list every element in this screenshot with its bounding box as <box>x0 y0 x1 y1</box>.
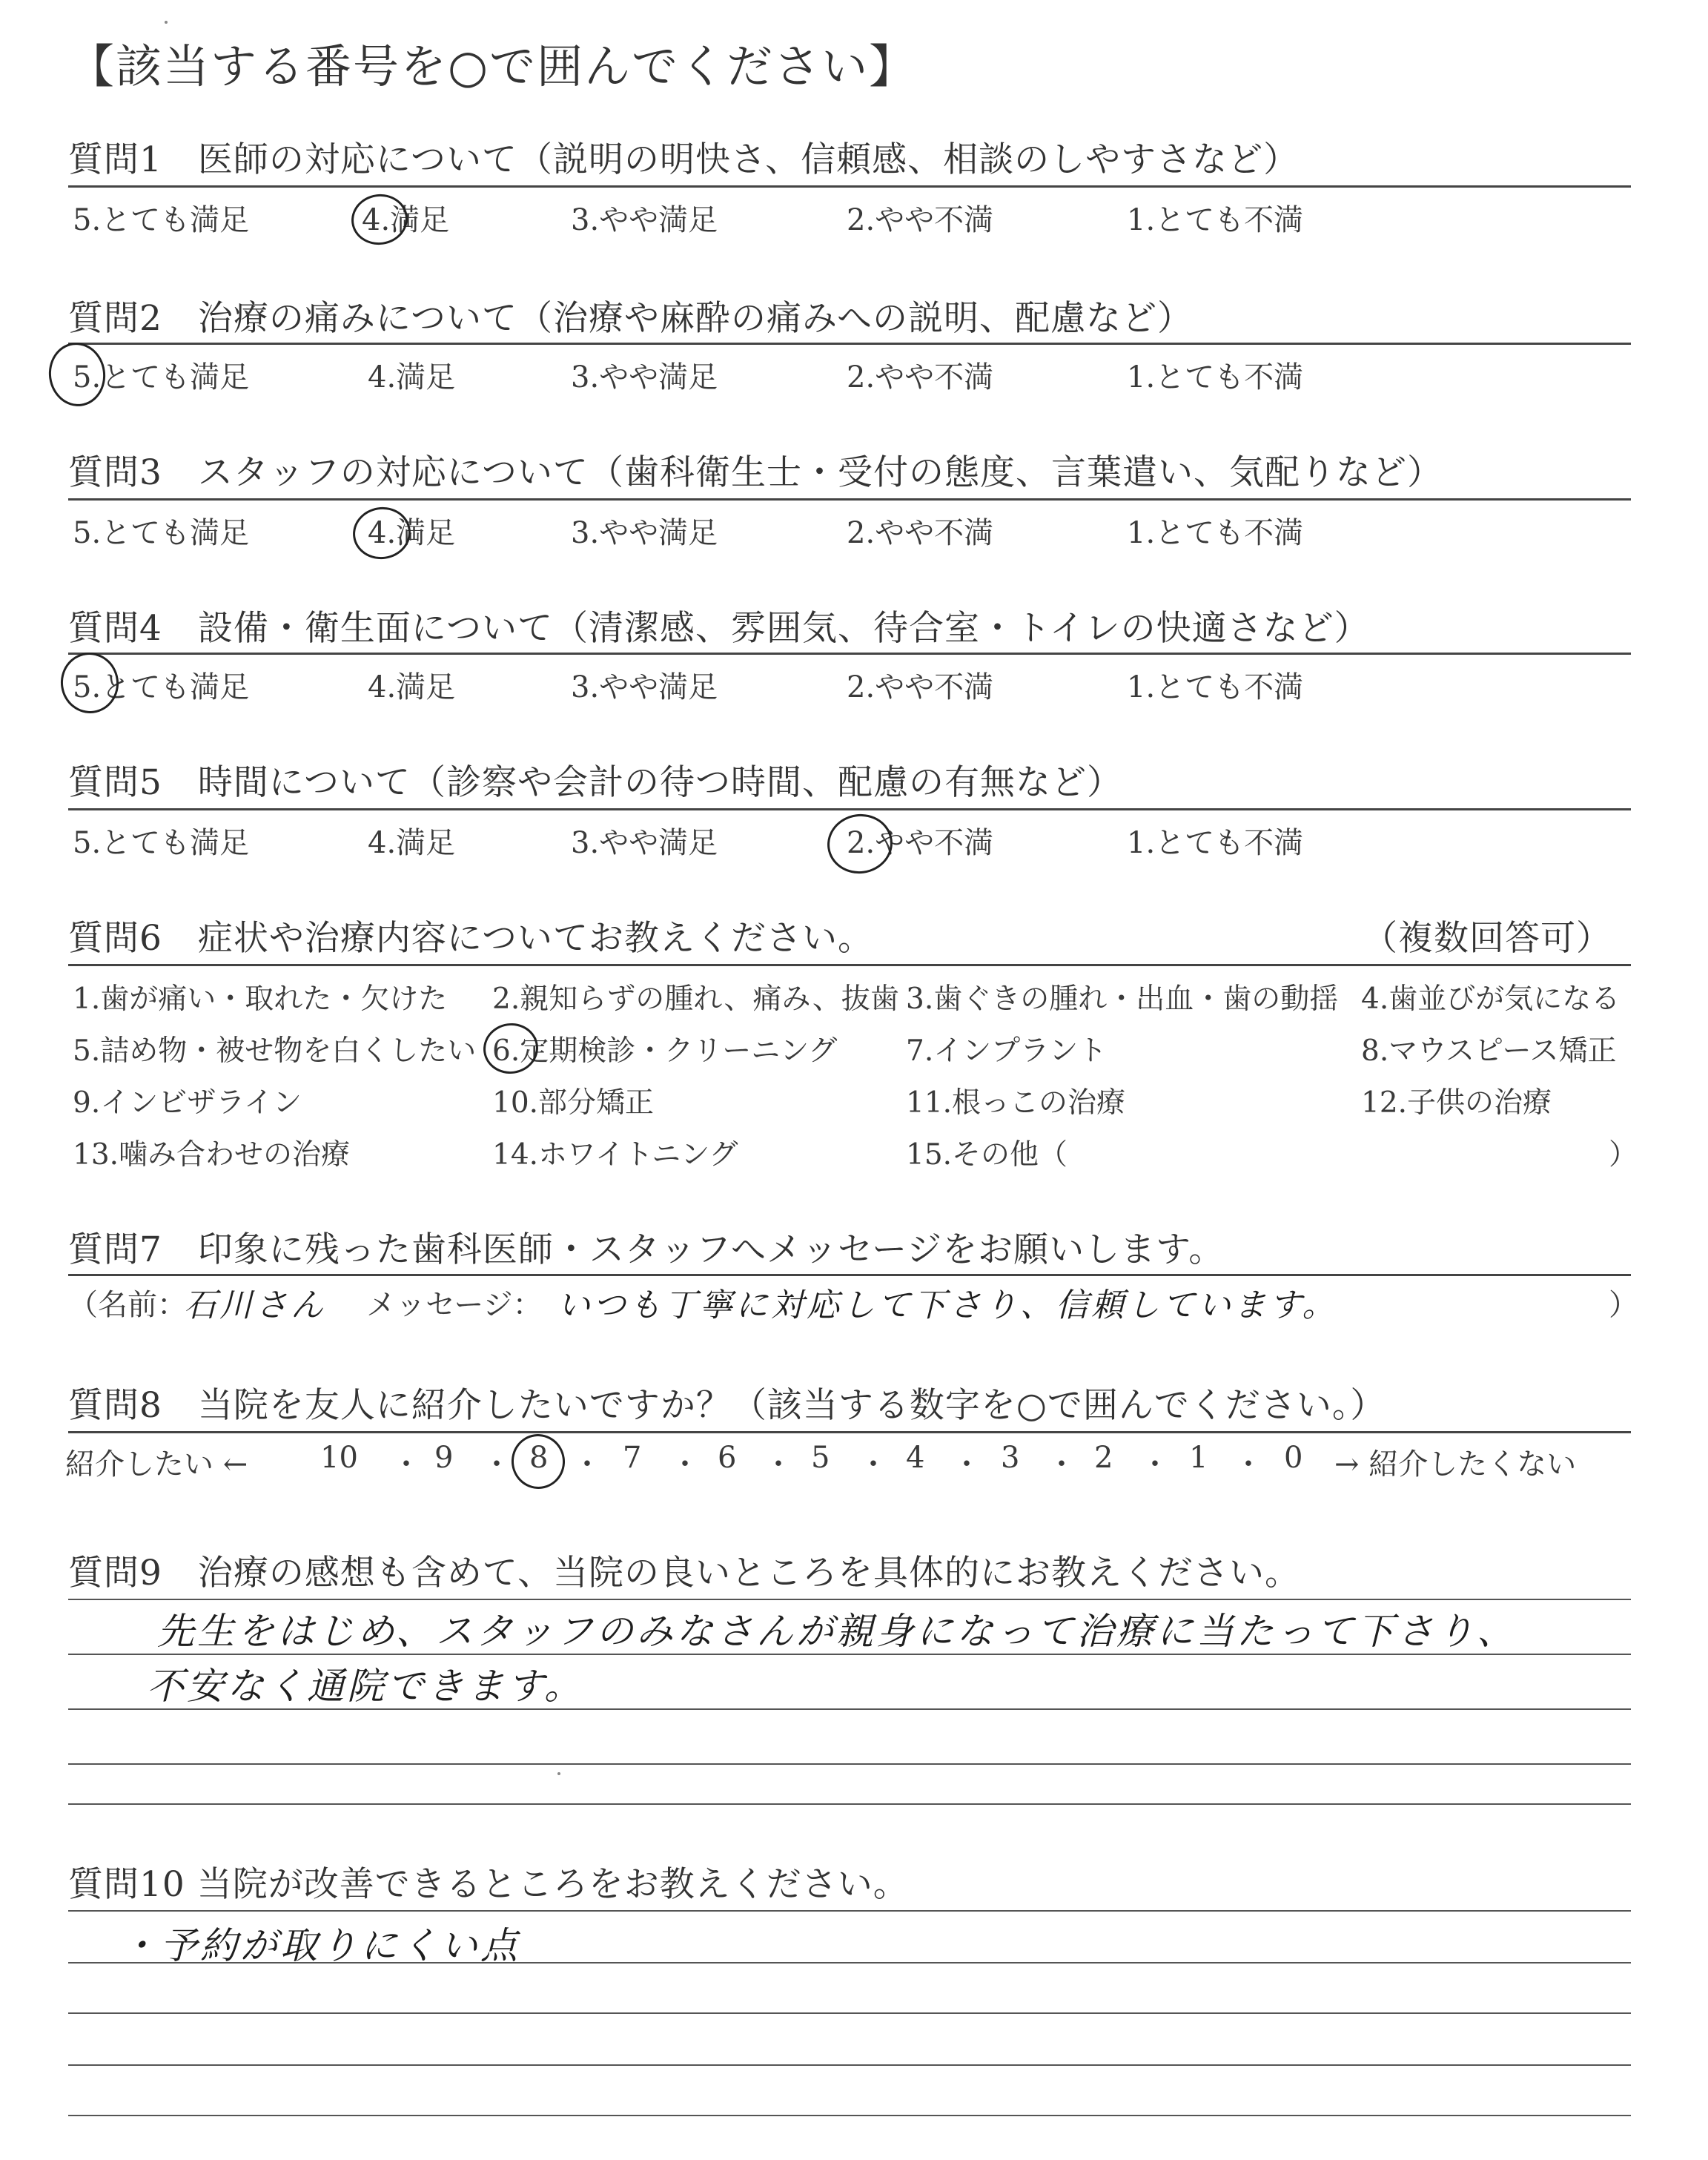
q6-rule <box>68 964 1631 966</box>
q7-close-paren: ） <box>1609 1288 1638 1322</box>
q8-heading: 質問8 当院を友人に紹介したいですか？（該当する数字を○で囲んでください。） <box>68 1385 1386 1426</box>
q5-rule <box>68 808 1631 810</box>
paper-speck <box>557 1772 560 1775</box>
q8-separator: ・ <box>572 1447 602 1482</box>
q8-value-3[interactable]: 3 <box>1001 1441 1020 1475</box>
q6-option-6[interactable]: 6.定期検診・クリーニング <box>492 1034 838 1068</box>
q6-option-5[interactable]: 5.詰め物・被せ物を白くしたい <box>73 1034 477 1068</box>
q10-answer-line <box>68 2064 1631 2066</box>
q4-rule <box>68 653 1631 655</box>
q8-separator: ・ <box>1047 1447 1076 1482</box>
q5-option-5[interactable]: 5.とても満足 <box>73 826 250 860</box>
q8-value-9[interactable]: 9 <box>434 1441 454 1475</box>
q2-heading: 質問2 治療の痛みについて（治療や麻酔の痛みへの説明、配慮など） <box>68 298 1194 339</box>
q7-message-value[interactable]: いつも丁寧に対応して下さり、信頼しています。 <box>557 1287 1338 1324</box>
q4-option-3[interactable]: 3.やや満足 <box>571 670 718 704</box>
q6-option-15[interactable]: 15.その他（ <box>906 1138 1068 1172</box>
q5-option-2[interactable]: 2.やや不満 <box>847 826 994 860</box>
q8-separator: ・ <box>952 1447 982 1482</box>
q7-name-label: （名前： <box>68 1288 187 1322</box>
q8-separator: ・ <box>858 1447 888 1482</box>
q8-value-1[interactable]: 1 <box>1189 1441 1208 1475</box>
q3-option-1[interactable]: 1.とても不満 <box>1127 516 1304 550</box>
q2-rule <box>68 343 1631 345</box>
q8-separator: ・ <box>1234 1447 1263 1482</box>
q4-option-2[interactable]: 2.やや不満 <box>847 670 994 704</box>
q1-option-1[interactable]: 1.とても不満 <box>1127 203 1304 237</box>
q2-option-2[interactable]: 2.やや不満 <box>847 360 994 394</box>
q9-answer-line <box>68 1763 1631 1765</box>
q9-answer-line <box>68 1803 1631 1805</box>
q4-heading: 質問4 設備・衛生面について（清潔感、雰囲気、待合室・トイレの快適さなど） <box>68 608 1370 649</box>
q6-option-7[interactable]: 7.インプラント <box>906 1034 1108 1068</box>
q1-option-2[interactable]: 2.やや不満 <box>847 203 994 237</box>
q5-option-3[interactable]: 3.やや満足 <box>571 826 718 860</box>
q8-rule <box>68 1431 1631 1433</box>
q8-value-0[interactable]: 0 <box>1284 1441 1303 1475</box>
q9-heading: 質問9 治療の感想も含めて、当院の良いところを具体的にお教えください。 <box>68 1553 1300 1593</box>
q2-option-1[interactable]: 1.とても不満 <box>1127 360 1304 394</box>
q4-option-5[interactable]: 5.とても満足 <box>73 670 250 704</box>
paper-speck <box>165 21 168 24</box>
q9-answer-text[interactable]: 先生をはじめ、スタッフのみなさんが親身になって治療に当たって下さり、 <box>157 1610 1517 1653</box>
q7-heading: 質問7 印象に残った歯科医師・スタッフへメッセージをお願いします。 <box>68 1229 1225 1270</box>
q7-rule <box>68 1274 1631 1276</box>
q4-option-4[interactable]: 4.満足 <box>368 670 456 704</box>
q6-option-3[interactable]: 3.歯ぐきの腫れ・出血・歯の動揺 <box>906 982 1339 1016</box>
q1-rule <box>68 185 1631 188</box>
q6-option-14[interactable]: 14.ホワイトニング <box>492 1138 738 1172</box>
q6-option-13[interactable]: 13.噛み合わせの治療 <box>73 1138 351 1172</box>
q6-option-4[interactable]: 4.歯並びが気になる <box>1361 982 1621 1016</box>
q6-option-10[interactable]: 10.部分矯正 <box>492 1086 655 1120</box>
q8-separator: ・ <box>391 1447 421 1482</box>
q6-option-11[interactable]: 11.根っこの治療 <box>906 1086 1126 1120</box>
q10-answer-line <box>68 2012 1631 2014</box>
q1-heading: 質問1 医師の対応について（説明の明快さ、信頼感、相談のしやすさなど） <box>68 139 1300 180</box>
q8-separator: ・ <box>482 1447 512 1482</box>
q1-option-4[interactable]: 4.満足 <box>362 203 450 237</box>
q6-option-8[interactable]: 8.マウスピース矯正 <box>1361 1034 1617 1068</box>
q8-right-label: → 紹介したくない <box>1334 1447 1577 1482</box>
q6-option-9[interactable]: 9.インビザライン <box>73 1086 302 1120</box>
q8-separator: ・ <box>1140 1447 1170 1482</box>
q3-option-2[interactable]: 2.やや不満 <box>847 516 994 550</box>
q3-rule <box>68 498 1631 501</box>
q10-answer-line <box>68 1910 1631 1912</box>
q9-answer-text[interactable]: 不安なく通院できます。 <box>147 1665 584 1708</box>
q8-value-10[interactable]: 10 <box>320 1441 358 1475</box>
q5-option-4[interactable]: 4.満足 <box>368 826 456 860</box>
q1-option-3[interactable]: 3.やや満足 <box>571 203 718 237</box>
q2-option-4[interactable]: 4.満足 <box>368 360 456 394</box>
q7-message-label: メッセージ： <box>366 1288 543 1322</box>
q8-left-label: 紹介したい ← <box>65 1447 248 1482</box>
q5-option-1[interactable]: 1.とても不満 <box>1127 826 1304 860</box>
q8-separator: ・ <box>764 1447 793 1482</box>
q6-other-close-paren: ） <box>1609 1138 1638 1172</box>
q10-answer-line <box>68 2115 1631 2116</box>
q3-option-4[interactable]: 4.満足 <box>368 516 456 550</box>
q8-value-8[interactable]: 8 <box>529 1441 549 1475</box>
q6-option-2[interactable]: 2.親知らずの腫れ、痛み、抜歯 <box>492 982 899 1016</box>
q4-selection-circle <box>57 649 123 717</box>
q3-option-3[interactable]: 3.やや満足 <box>571 516 718 550</box>
q6-multiple-note: （複数回答可） <box>1363 918 1612 959</box>
q3-option-5[interactable]: 5.とても満足 <box>73 516 250 550</box>
q7-name-value[interactable]: 石川さん <box>184 1287 326 1324</box>
q1-option-5[interactable]: 5.とても満足 <box>73 203 250 237</box>
q8-value-2[interactable]: 2 <box>1094 1441 1113 1475</box>
q3-heading: 質問3 スタッフの対応について（歯科衛生士・受付の態度、言葉遣い、気配りなど） <box>68 452 1443 493</box>
q4-option-1[interactable]: 1.とても不満 <box>1127 670 1304 704</box>
page-title: 【該当する番号を○で囲んでください】 <box>68 39 917 93</box>
q2-option-5[interactable]: 5.とても満足 <box>73 360 250 394</box>
q2-selection-circle <box>44 339 109 410</box>
q6-option-1[interactable]: 1.歯が痛い・取れた・欠けた <box>73 982 448 1016</box>
q8-selection-circle <box>508 1430 569 1492</box>
q6-heading: 質問6 症状や治療内容についてお教えください。 <box>68 918 873 959</box>
q8-value-7[interactable]: 7 <box>623 1441 642 1475</box>
q8-separator: ・ <box>670 1447 700 1482</box>
q10-answer-text[interactable]: ・予約が取りにくい点 <box>120 1924 520 1967</box>
q5-heading: 質問5 時間について（診察や会計の待つ時間、配慮の有無など） <box>68 762 1122 803</box>
q9-answer-line <box>68 1599 1631 1600</box>
q10-heading: 質問10 当院が改善できるところをお教えください。 <box>68 1864 909 1905</box>
q2-option-3[interactable]: 3.やや満足 <box>571 360 718 394</box>
q6-option-12[interactable]: 12.子供の治療 <box>1361 1086 1552 1120</box>
q8-value-4[interactable]: 4 <box>906 1441 925 1475</box>
q8-value-5[interactable]: 5 <box>811 1441 830 1475</box>
q8-value-6[interactable]: 6 <box>718 1441 737 1475</box>
